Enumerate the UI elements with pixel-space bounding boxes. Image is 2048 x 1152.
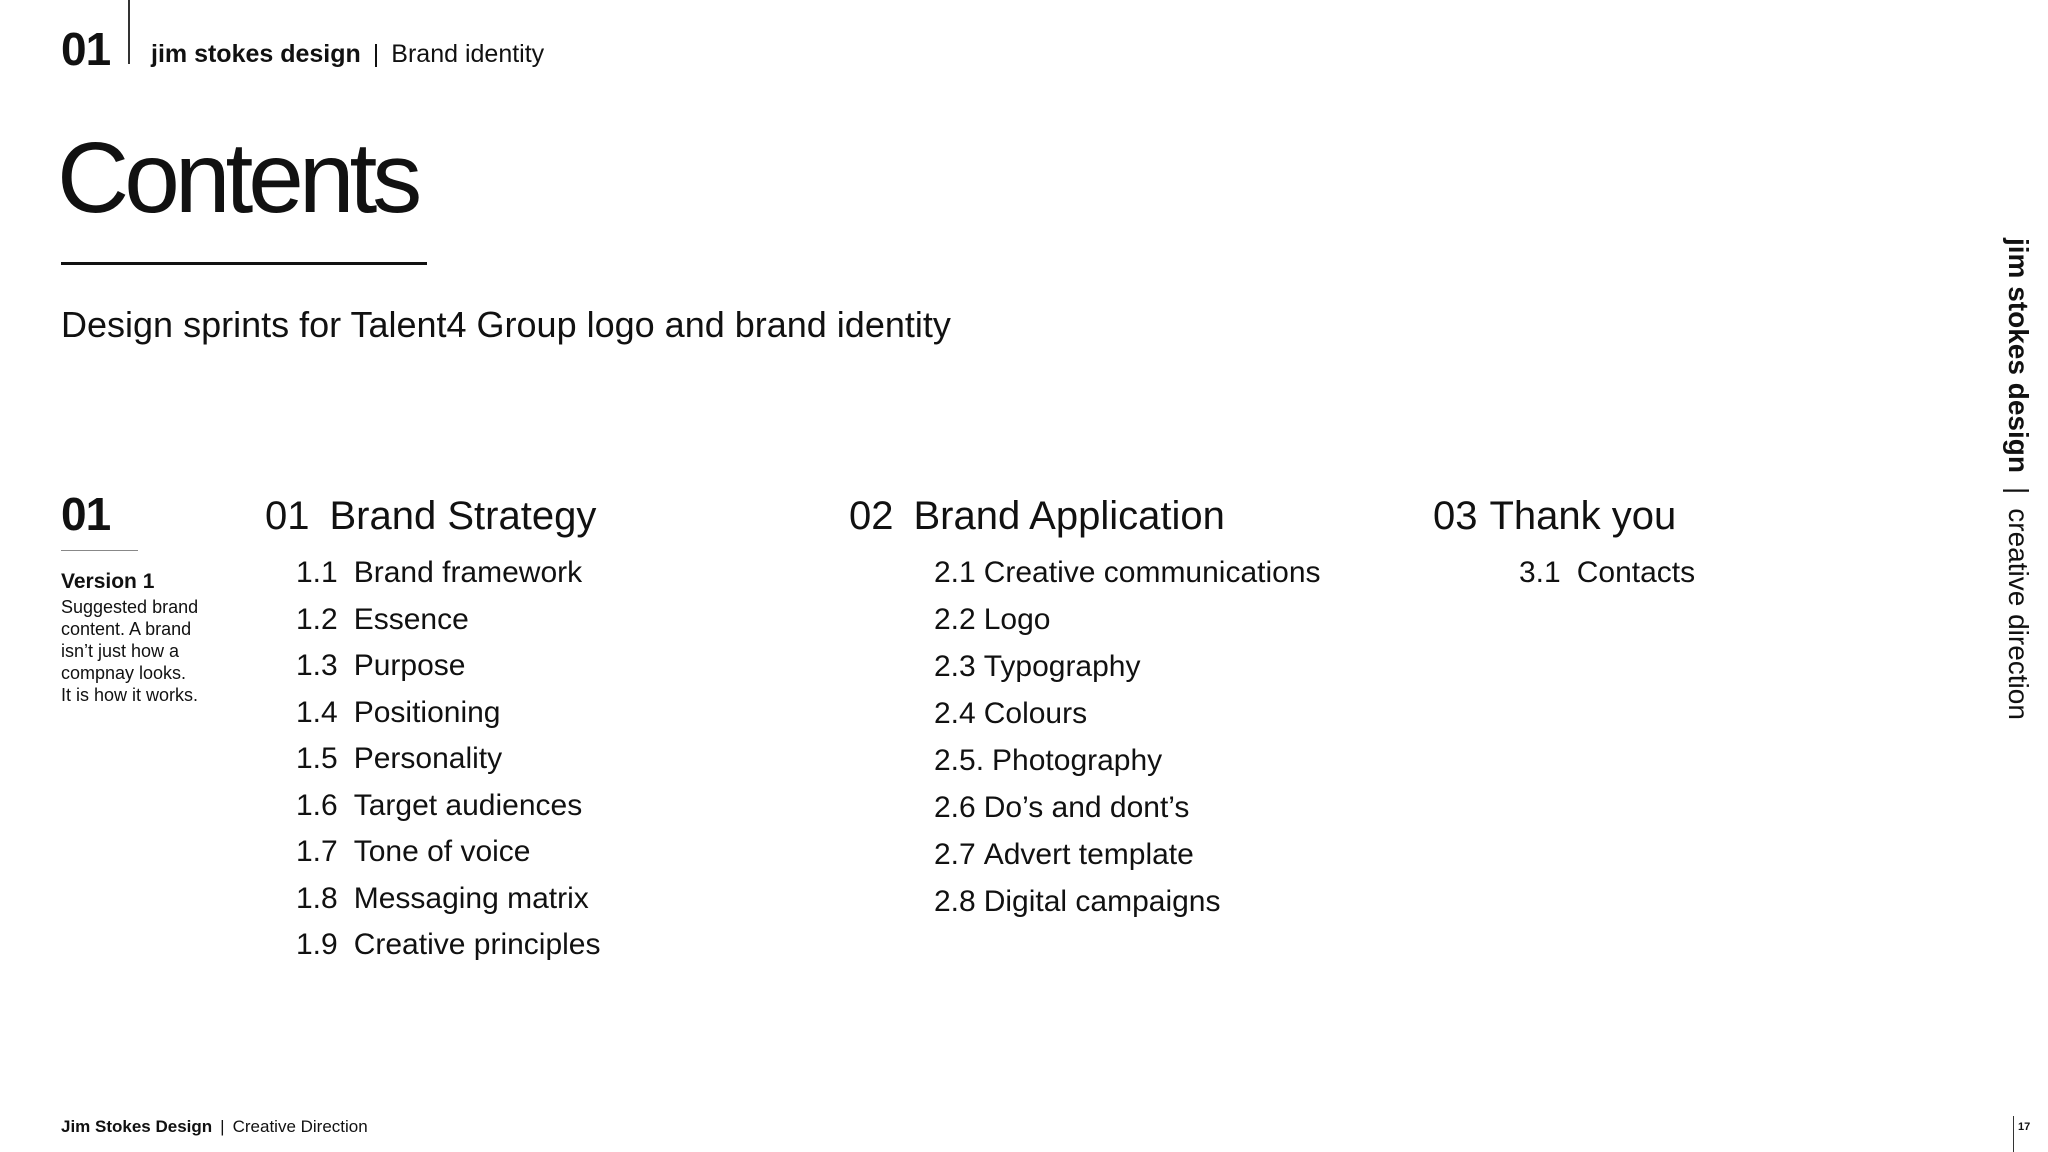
contents-item <box>934 882 1321 929</box>
page-number-divider <box>2013 1116 2014 1152</box>
side-note-version: Version 1 <box>61 570 155 593</box>
vertical-tag-brand: jim stokes design <box>2003 238 2034 473</box>
item-label: Creative principles <box>353 928 601 961</box>
section-heading-brand-strategy <box>265 492 596 540</box>
footer <box>61 1116 368 1138</box>
footer-label: Creative Direction <box>232 1117 368 1136</box>
section-title: Brand Strategy <box>329 494 597 538</box>
item-label: Purpose <box>353 649 466 682</box>
header-separator: | <box>372 40 380 68</box>
item-label: Logo <box>983 603 1051 636</box>
side-note-line: isn’t just how a <box>61 641 180 661</box>
header-section-number: 01 <box>61 23 111 75</box>
side-note-divider <box>61 550 138 551</box>
contents-item <box>296 832 601 879</box>
item-label: Digital campaigns <box>983 885 1221 918</box>
side-note-line: It is how it works. <box>61 685 199 705</box>
section-items-brand-strategy <box>296 553 601 972</box>
item-number: 2.3 <box>934 650 976 683</box>
contents-item <box>296 600 601 647</box>
item-number: 1.9 <box>296 928 338 961</box>
contents-item <box>934 788 1321 835</box>
item-number: 2.6 <box>934 791 976 824</box>
item-label: Contacts <box>1576 556 1696 589</box>
item-number: 1.2 <box>296 602 338 636</box>
item-number: 1.1 <box>296 556 338 589</box>
item-label: Advert template <box>983 838 1194 871</box>
contents-item <box>934 600 1321 647</box>
item-number: 1.5 <box>296 742 338 775</box>
contents-item <box>934 694 1321 741</box>
item-label: Photography <box>992 744 1163 777</box>
contents-item <box>1519 553 1695 600</box>
side-note-line: Suggested brand <box>61 597 199 617</box>
page-subtitle: Design sprints for Talent4 Group logo and brand identity <box>61 304 951 345</box>
contents-item <box>296 646 601 693</box>
section-title: Thank you <box>1489 494 1677 538</box>
item-number: 2.1 <box>934 556 976 589</box>
section-heading-thank-you <box>1433 492 1676 540</box>
header-brand-line <box>151 38 544 70</box>
page-title: Contents <box>57 122 418 234</box>
contents-item <box>296 693 601 740</box>
section-title: Brand Application <box>913 494 1225 538</box>
item-label: Tone of voice <box>353 835 531 868</box>
header-brand: jim stokes design <box>151 40 361 68</box>
item-number: 2.4 <box>934 697 976 730</box>
vertical-tag-separator: | <box>2003 486 2034 495</box>
item-number: 2.8 <box>934 885 976 918</box>
footer-brand: Jim Stokes Design <box>61 1117 213 1136</box>
side-note-line: content. A brand <box>61 619 192 639</box>
item-label: Messaging matrix <box>353 881 589 915</box>
item-label: Personality <box>353 742 503 775</box>
contents-item <box>934 741 1321 788</box>
item-label: Do’s and dont’s <box>983 791 1190 824</box>
side-note-number: 01 <box>61 488 111 540</box>
contents-item <box>296 879 601 926</box>
contents-item <box>296 553 601 600</box>
item-label: Target audiences <box>353 788 583 822</box>
contents-item <box>296 786 601 833</box>
contents-item <box>934 835 1321 882</box>
item-number: 2.5. <box>934 744 985 777</box>
vertical-brand-tag <box>2002 238 2034 720</box>
page-number: 17 <box>2018 1121 2031 1133</box>
item-number: 2.2 <box>934 603 976 636</box>
contents-item <box>296 925 601 972</box>
title-underline <box>61 262 427 265</box>
section-heading-brand-application <box>849 492 1225 540</box>
item-label: Essence <box>353 602 469 636</box>
vertical-tag-label: creative direction <box>2003 508 2034 720</box>
header-divider <box>128 0 130 64</box>
item-number: 1.3 <box>296 649 338 682</box>
side-note-description <box>61 596 221 706</box>
section-number: 03 <box>1433 494 1478 538</box>
item-number: 2.7 <box>934 838 976 871</box>
item-label: Typography <box>983 650 1141 683</box>
contents-item <box>296 739 601 786</box>
section-number: 01 <box>265 494 310 538</box>
item-label: Brand framework <box>353 556 583 589</box>
item-number: 3.1 <box>1519 556 1561 589</box>
contents-item <box>934 647 1321 694</box>
section-items-brand-application <box>934 553 1321 929</box>
item-number: 1.6 <box>296 788 338 822</box>
item-number: 1.8 <box>296 881 338 915</box>
side-note-line: compnay looks. <box>61 663 187 683</box>
item-number: 1.7 <box>296 835 338 868</box>
footer-separator: | <box>220 1117 225 1136</box>
item-number: 1.4 <box>296 695 338 729</box>
section-number: 02 <box>849 494 894 538</box>
item-label: Positioning <box>353 695 501 729</box>
item-label: Colours <box>983 697 1088 730</box>
section-items-thank-you <box>1519 553 1695 600</box>
contents-item <box>934 553 1321 600</box>
item-label: Creative communications <box>983 556 1321 589</box>
header-label: Brand identity <box>391 40 545 68</box>
